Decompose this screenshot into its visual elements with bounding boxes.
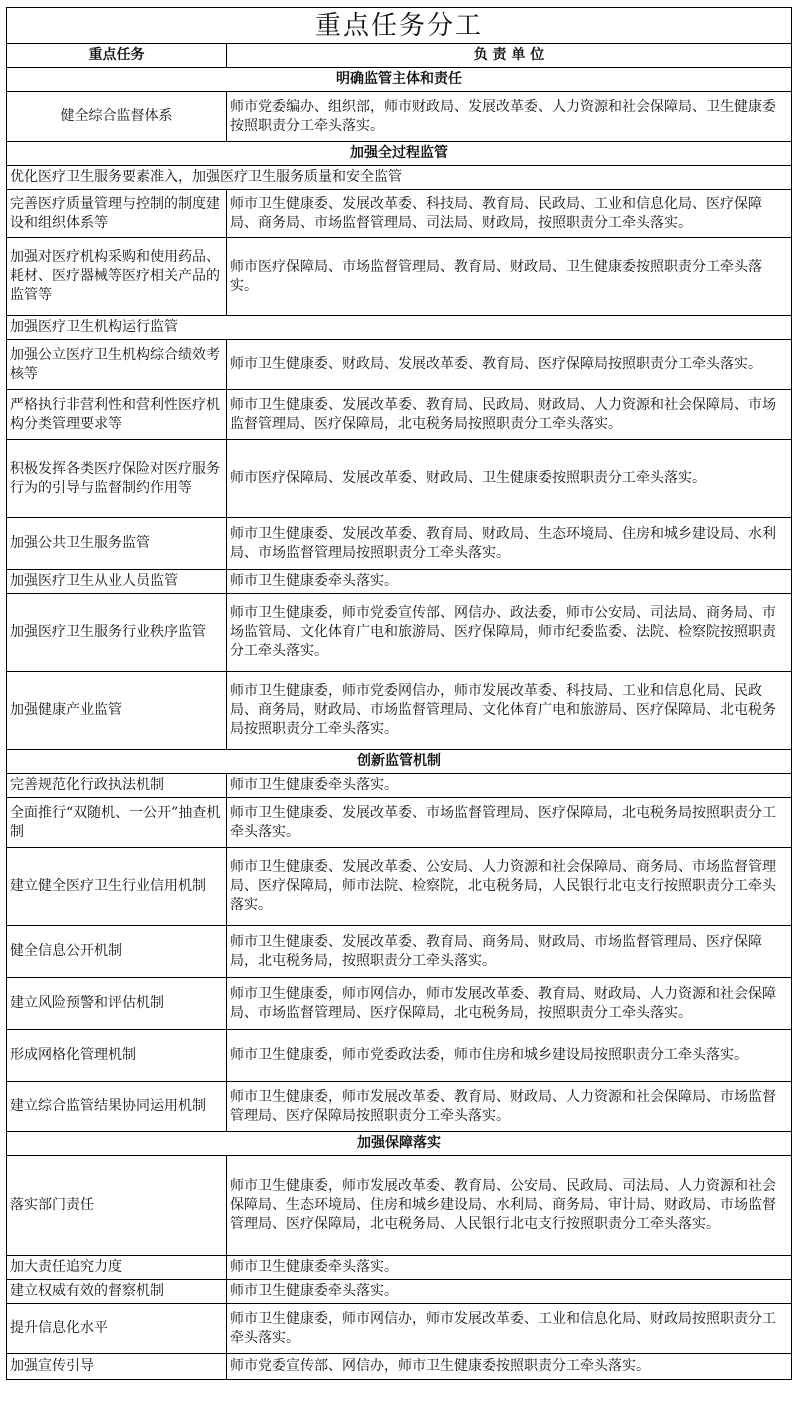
task-cell: 积极发挥各类医疗保险对医疗服务行为的引导与监督制约作用等 [7, 440, 227, 518]
section-row [7, 1132, 792, 1156]
units-cell: 师市卫生健康委牵头落实。 [227, 1280, 792, 1304]
units-cell: 师市卫生健康委牵头落实。 [227, 1256, 792, 1280]
section-title: 加强全过程监管 [7, 142, 792, 166]
table-row [7, 190, 792, 238]
task-cell: 加大责任追究力度 [7, 1256, 227, 1280]
section-title: 明确监管主体和责任 [7, 68, 792, 92]
table-row [7, 774, 792, 798]
task-table [6, 7, 792, 1380]
header-row [7, 44, 792, 68]
units-cell: 师市卫生健康委、发展改革委、教育局、财政局、生态环境局、住房和城乡建设局、水利局、市场监督管理局按照职责分工牵头落实。 [227, 518, 792, 570]
units-cell: 师市卫生健康委，师市网信办，师市发展改革委、工业和信息化局、财政局按照职责分工牵头落实。 [227, 1304, 792, 1354]
table-row [7, 1280, 792, 1304]
task-cell: 全面推行“双随机、一公开”抽查机制 [7, 798, 227, 848]
section-title: 创新监管机制 [7, 750, 792, 774]
task-cell: 建立风险预警和评估机制 [7, 978, 227, 1030]
task-cell: 完善医疗质量管理与控制的制度建设和组织体系等 [7, 190, 227, 238]
table-row [7, 1082, 792, 1132]
table-row [7, 1304, 792, 1354]
units-cell: 师市卫生健康委、发展改革委、市场监督管理局、医疗保障局，北屯税务局按照职责分工牵头落实。 [227, 798, 792, 848]
units-cell: 师市卫生健康委、财政局、发展改革委、教育局、医疗保障局按照职责分工牵头落实。 [227, 340, 792, 390]
section-row [7, 142, 792, 166]
units-cell: 师市卫生健康委，师市党委政法委，师市住房和城乡建设局按照职责分工牵头落实。 [227, 1030, 792, 1082]
table-row [7, 848, 792, 926]
table-row [7, 92, 792, 142]
subheader-row [7, 166, 792, 190]
subheader-title: 加强医疗卫生机构运行监管 [7, 316, 792, 340]
task-cell: 严格执行非营利性和营利性医疗机构分类管理要求等 [7, 390, 227, 440]
table-row [7, 238, 792, 316]
task-cell: 提升信息化水平 [7, 1304, 227, 1354]
task-cell: 健全信息公开机制 [7, 926, 227, 978]
units-cell: 师市党委宣传部、网信办，师市卫生健康委按照职责分工牵头落实。 [227, 1354, 792, 1380]
task-division-document [6, 7, 792, 1380]
subheader-title: 优化医疗卫生服务要素准入，加强医疗卫生服务质量和安全监管 [7, 166, 792, 190]
units-cell: 师市卫生健康委、发展改革委、公安局、人力资源和社会保障局、商务局、市场监督管理局、医疗保障局，师市法院、检察院，北屯税务局，人民银行北屯支行按照职责分工牵头落实。 [227, 848, 792, 926]
table-row [7, 1156, 792, 1256]
table-row [7, 798, 792, 848]
units-cell: 师市卫生健康委，师市发展改革委、教育局、公安局、民政局、司法局、人力资源和社会保障局、生态环境局、住房和城乡建设局、水利局、商务局、审计局、财政局、市场监督管理局、医疗保障局，北屯税务局、人民银行北屯支行按照职责分工牵头落实。 [227, 1156, 792, 1256]
task-cell: 完善规范化行政执法机制 [7, 774, 227, 798]
title-row [7, 8, 792, 44]
table-row [7, 390, 792, 440]
task-cell: 形成网格化管理机制 [7, 1030, 227, 1082]
units-cell: 师市卫生健康委、发展改革委、科技局、教育局、民政局、工业和信息化局、医疗保障局、商务局、市场监督管理局、司法局、财政局，按照职责分工牵头落实。 [227, 190, 792, 238]
task-cell: 加强医疗卫生服务行业秩序监管 [7, 594, 227, 672]
task-cell: 加强宣传引导 [7, 1354, 227, 1380]
table-row [7, 570, 792, 594]
units-cell: 师市卫生健康委，师市网信办，师市发展改革委、教育局、财政局、人力资源和社会保障局、市场监督管理局、医疗保障局，北屯税务局，按照职责分工牵头落实。 [227, 978, 792, 1030]
table-row [7, 594, 792, 672]
units-cell: 师市卫生健康委、发展改革委、教育局、商务局、财政局、市场监督管理局、医疗保障局，北屯税务局，按照职责分工牵头落实。 [227, 926, 792, 978]
table-row [7, 978, 792, 1030]
task-cell: 加强健康产业监管 [7, 672, 227, 750]
table-row [7, 440, 792, 518]
table-row [7, 1354, 792, 1380]
units-cell: 师市卫生健康委牵头落实。 [227, 774, 792, 798]
units-cell: 师市卫生健康委牵头落实。 [227, 570, 792, 594]
units-cell: 师市卫生健康委、发展改革委、教育局、民政局、财政局、人力资源和社会保障局、市场监督管理局、医疗保障局，北屯税务局按照职责分工牵头落实。 [227, 390, 792, 440]
units-cell: 师市卫生健康委，师市发展改革委、教育局、财政局、人力资源和社会保障局、市场监督管理局、医疗保障局按照职责分工牵头落实。 [227, 1082, 792, 1132]
task-cell: 加强公共卫生服务监管 [7, 518, 227, 570]
subheader-row [7, 316, 792, 340]
table-row [7, 340, 792, 390]
table-row [7, 1256, 792, 1280]
section-row [7, 750, 792, 774]
units-cell: 师市医疗保障局、发展改革委、财政局、卫生健康委按照职责分工牵头落实。 [227, 440, 792, 518]
task-cell: 落实部门责任 [7, 1156, 227, 1256]
task-cell: 加强公立医疗卫生机构综合绩效考核等 [7, 340, 227, 390]
header-units: 负 责 单 位 [227, 44, 792, 68]
table-row [7, 518, 792, 570]
task-cell: 建立综合监管结果协同运用机制 [7, 1082, 227, 1132]
task-cell: 建立健全医疗卫生行业信用机制 [7, 848, 227, 926]
units-cell: 师市医疗保障局、市场监督管理局、教育局、财政局、卫生健康委按照职责分工牵头落实。 [227, 238, 792, 316]
section-title: 加强保障落实 [7, 1132, 792, 1156]
task-cell: 加强医疗卫生从业人员监管 [7, 570, 227, 594]
units-cell: 师市党委编办、组织部，师市财政局、发展改革委、人力资源和社会保障局、卫生健康委按照职责分工牵头落实。 [227, 92, 792, 142]
document-title: 重点任务分工 [7, 8, 792, 44]
units-cell: 师市卫生健康委，师市党委网信办，师市发展改革委、科技局、工业和信息化局、民政局、商务局，财政局、市场监督管理局、文化体育广电和旅游局、医疗保障局、北屯税务局按照职责分工牵头落实。 [227, 672, 792, 750]
task-cell: 加强对医疗机构采购和使用药品、耗材、医疗器械等医疗相关产品的监管等 [7, 238, 227, 316]
table-row [7, 926, 792, 978]
units-cell: 师市卫生健康委，师市党委宣传部、网信办、政法委，师市公安局、司法局、商务局、市场监管局、文化体育广电和旅游局、医疗保障局，师市纪委监委、法院、检察院按照职责分工牵头落实。 [227, 594, 792, 672]
header-task: 重点任务 [7, 44, 227, 68]
task-cell: 建立权威有效的督察机制 [7, 1280, 227, 1304]
section-row [7, 68, 792, 92]
table-row [7, 1030, 792, 1082]
table-row [7, 672, 792, 750]
task-cell: 健全综合监督体系 [7, 92, 227, 142]
